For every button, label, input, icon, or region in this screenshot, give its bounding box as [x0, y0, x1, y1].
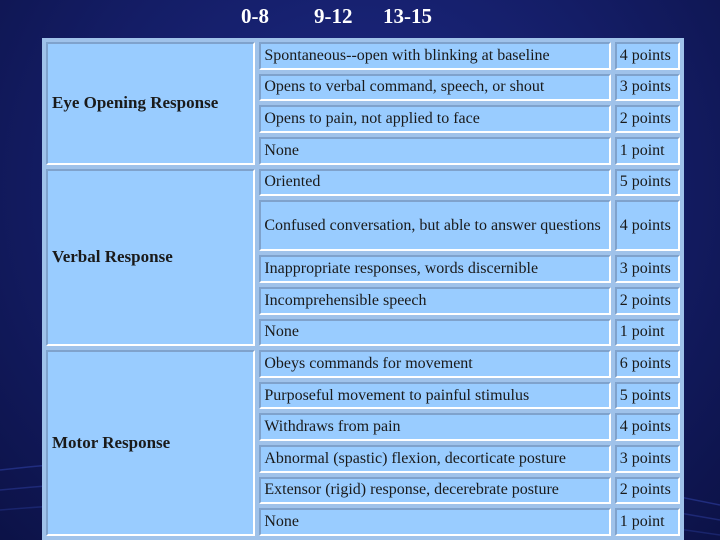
row-description: None	[259, 137, 610, 165]
table-row	[46, 42, 680, 70]
row-points: 2 points	[615, 287, 680, 315]
row-description: Extensor (rigid) response, decerebrate posture	[259, 477, 610, 505]
row-description: Spontaneous--open with blinking at baseline	[259, 42, 610, 70]
row-points: 3 points	[615, 445, 680, 473]
glasgow-coma-scale-table	[42, 38, 684, 540]
category-motor: Motor Response	[46, 350, 255, 536]
table-row	[46, 169, 680, 197]
row-points: 6 points	[615, 350, 680, 378]
row-points: 1 point	[615, 508, 680, 536]
row-description: Obeys commands for movement	[259, 350, 610, 378]
row-description: None	[259, 319, 610, 347]
row-points: 4 points	[615, 42, 680, 70]
row-points: 1 point	[615, 137, 680, 165]
row-description: Purposeful movement to painful stimulus	[259, 382, 610, 410]
row-points: 2 points	[615, 477, 680, 505]
row-points: 4 points	[615, 200, 680, 251]
score-range-header	[0, 2, 720, 32]
range-mild: 13-15	[383, 4, 432, 28]
row-description: Opens to pain, not applied to face	[259, 105, 610, 133]
row-points: 3 points	[615, 74, 680, 102]
range-moderate: 9-12	[314, 4, 353, 28]
table-row	[46, 350, 680, 378]
row-description: Inappropriate responses, words discernible	[259, 255, 610, 283]
row-description: Opens to verbal command, speech, or shout	[259, 74, 610, 102]
category-verbal: Verbal Response	[46, 169, 255, 347]
row-points: 1 point	[615, 319, 680, 347]
row-description: Incomprehensible speech	[259, 287, 610, 315]
row-description: Abnormal (spastic) flexion, decorticate posture	[259, 445, 610, 473]
range-severe: 0-8	[241, 4, 269, 28]
row-description: None	[259, 508, 610, 536]
row-points: 4 points	[615, 413, 680, 441]
row-description: Confused conversation, but able to answer questions	[259, 200, 610, 251]
row-points: 3 points	[615, 255, 680, 283]
row-points: 5 points	[615, 169, 680, 197]
row-description: Withdraws from pain	[259, 413, 610, 441]
row-points: 2 points	[615, 105, 680, 133]
category-eye-opening: Eye Opening Response	[46, 42, 255, 165]
row-points: 5 points	[615, 382, 680, 410]
row-description: Oriented	[259, 169, 610, 197]
